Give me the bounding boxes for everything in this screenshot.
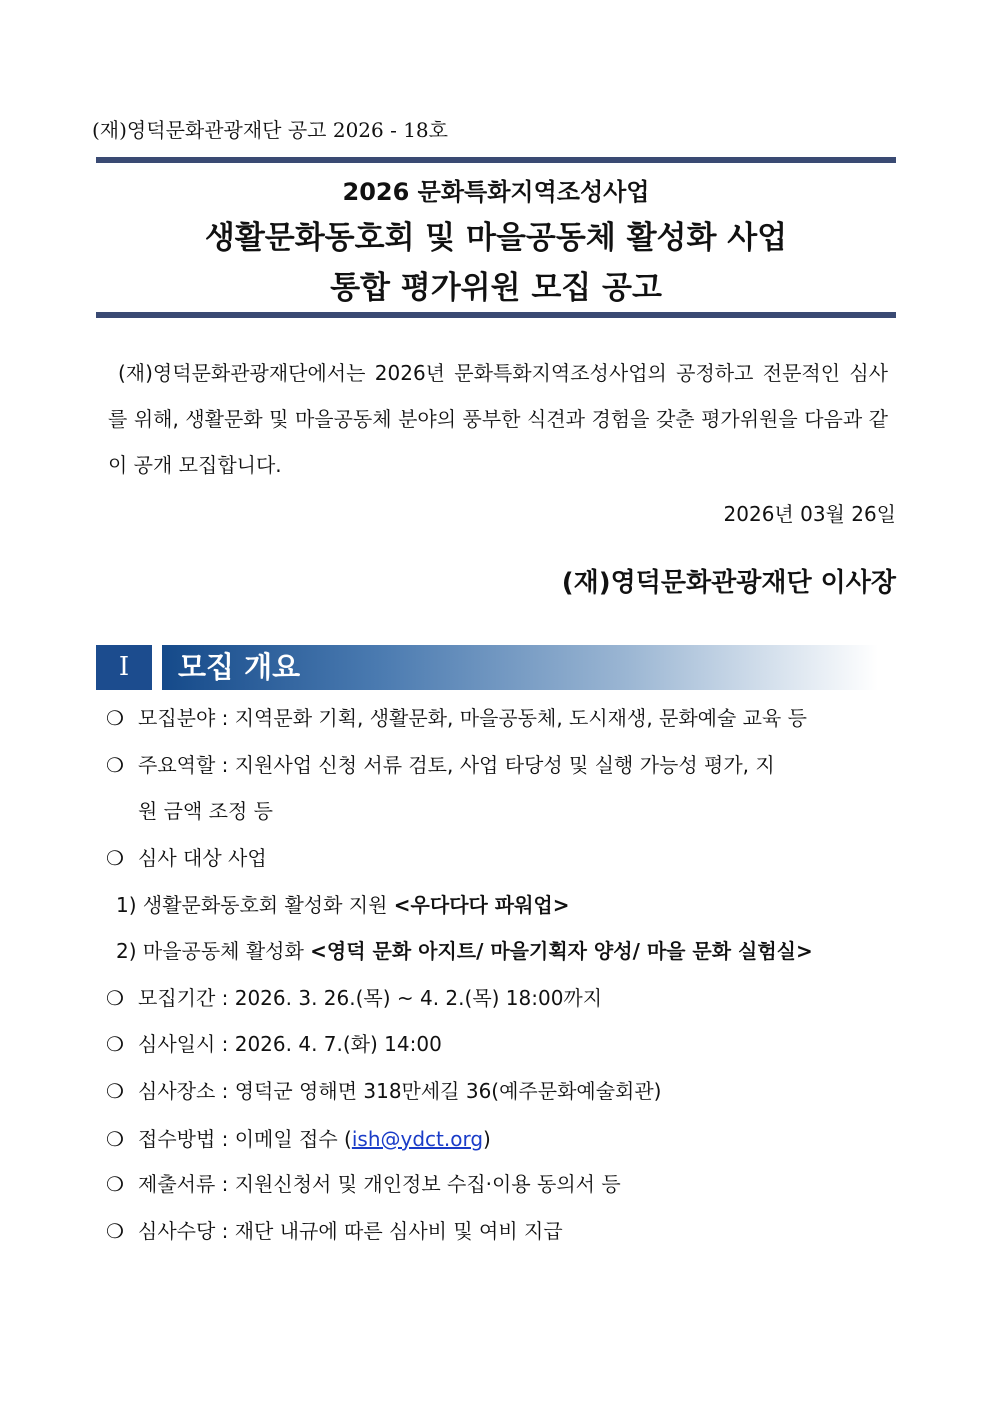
- email-link[interactable]: ish@ydct.org: [351, 1127, 484, 1151]
- item-text: 심사 대상 사업: [138, 846, 267, 870]
- item-text: 모집기간 : 2026. 3. 26.(목) ~ 4. 2.(목) 18:00까지: [138, 986, 603, 1010]
- bullet-icon: ❍: [106, 986, 124, 1010]
- item-documents: [106, 1168, 896, 1197]
- intro-paragraph: (재)영덕문화관광재단에서는 2026년 문화특화지역조성사업의 공정하고 전문적인 심사를 위해, 생활문화 및 마을공동체 분야의 풍부한 식견과 경험을 갖춘 평가위원을 다음과 같이 공개 모집합니다.: [108, 361, 888, 477]
- section-title: 모집 개요: [178, 650, 301, 684]
- bullet-icon: ❍: [106, 753, 124, 777]
- bullet-icon: ❍: [106, 1032, 124, 1056]
- item-text: 주요역할 : 지원사업 신청 서류 검토, 사업 타당성 및 실행 가능성 평가, 지: [138, 753, 775, 777]
- bullet-icon: ❍: [106, 846, 124, 870]
- item-target: [106, 842, 896, 871]
- item-role-cont: 원 금액 조정 등: [138, 799, 273, 823]
- divider-bottom: [96, 312, 896, 318]
- item-role: [106, 749, 896, 778]
- item-text: 심사장소 : 영덕군 영해면 318만세길 36(예주문화예술회관): [138, 1079, 662, 1103]
- item-method: [106, 1123, 896, 1152]
- section-number: Ⅰ: [96, 645, 152, 690]
- item-review-date: [106, 1028, 896, 1057]
- section-header: [162, 645, 878, 690]
- item-text: 제출서류 : 지원신청서 및 개인정보 수집·이용 동의서 등: [138, 1172, 621, 1196]
- signature: (재)영덕문화관광재단 이사장: [561, 568, 896, 598]
- bullet-icon: ❍: [106, 1127, 124, 1151]
- title-line-2: 생활문화동호회 및 마을공동체 활성화 사업: [204, 220, 788, 256]
- notice-number: (재)영덕문화관광재단 공고 2026 - 18호: [92, 118, 448, 142]
- item-text: 심사일시 : 2026. 4. 7.(화) 14:00: [138, 1032, 442, 1056]
- program-name: <영덕 문화 아지트/ 마을기획자 양성/ 마을 문화 실험실>: [310, 939, 813, 963]
- item-text: ): [483, 1127, 491, 1151]
- program-name: <우다다다 파워업>: [393, 893, 570, 917]
- title-line-1: 2026 문화특화지역조성사업: [342, 178, 650, 206]
- item-period: [106, 982, 896, 1011]
- bullet-icon: ❍: [106, 1172, 124, 1196]
- sub-item-1: [116, 889, 906, 918]
- title-line-3: 통합 평가위원 모집 공고: [330, 270, 662, 306]
- item-text: 2) 마을공동체 활성화: [116, 939, 311, 963]
- item-text: 접수방법 : 이메일 접수 (: [138, 1127, 352, 1151]
- notice-date: 2026년 03월 26일: [723, 502, 896, 526]
- divider-top: [96, 157, 896, 163]
- item-text: 심사수당 : 재단 내규에 따른 심사비 및 여비 지급: [138, 1219, 563, 1243]
- bullet-icon: ❍: [106, 1219, 124, 1243]
- item-place: [106, 1075, 896, 1104]
- item-field: [106, 702, 896, 731]
- bullet-icon: ❍: [106, 1079, 124, 1103]
- item-text: 1) 생활문화동호회 활성화 지원: [116, 893, 394, 917]
- item-allowance: [106, 1215, 896, 1244]
- sub-item-2: [116, 935, 906, 964]
- item-text: 모집분야 : 지역문화 기획, 생활문화, 마을공동체, 도시재생, 문화예술 교육 등: [138, 706, 807, 730]
- bullet-icon: ❍: [106, 706, 124, 730]
